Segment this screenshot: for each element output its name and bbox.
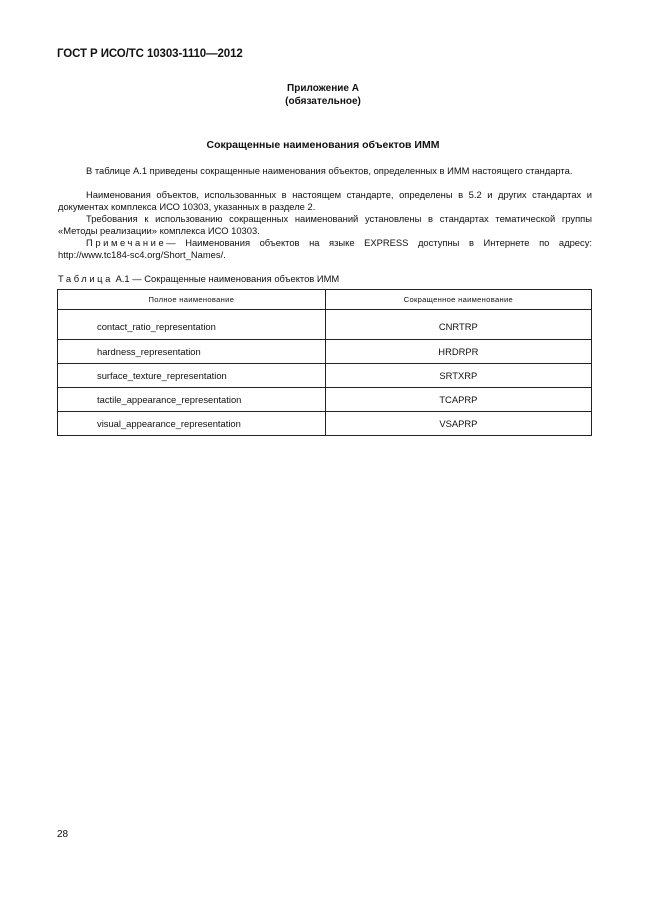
table-caption-label: Таблица <box>58 273 113 284</box>
paragraph-2-text: Наименования объектов, использованных в настоящем стандарте, определены в 5.2 и других стандартах и документах комплекса ИСО 10303, указанных в разделе 2. <box>58 189 592 212</box>
full-name-cell: surface_texture_representation <box>58 364 326 388</box>
paragraph-1 <box>58 165 592 177</box>
table-caption-text: А.1 — Сокращенные наименования объектов ИММ <box>115 273 340 284</box>
full-name-cell: hardness_representation <box>58 340 326 364</box>
annex-title: Приложение А <box>287 83 359 94</box>
note-paragraph <box>58 237 592 260</box>
paragraph-3 <box>58 213 592 236</box>
short-name-cell: VSAPRP <box>325 412 591 436</box>
full-name-cell: tactile_appearance_representation <box>58 388 326 412</box>
table-row <box>58 412 592 436</box>
table-caption <box>58 273 339 284</box>
short-name-cell: CNRTRP <box>325 310 591 340</box>
full-name-cell: visual_appearance_representation <box>58 412 326 436</box>
table-row <box>58 364 592 388</box>
paragraph-2 <box>58 189 592 212</box>
full-name-cell: contact_ratio_representation <box>58 310 326 340</box>
table-row <box>58 340 592 364</box>
table-row <box>58 388 592 412</box>
section-title: Сокращенные наименования объектов ИММ <box>206 139 440 151</box>
note-label: Примечание <box>86 237 167 248</box>
annex-heading <box>0 82 646 108</box>
short-name-cell: TCAPRP <box>325 388 591 412</box>
column-header-short-name: Сокращенное наименование <box>325 290 591 310</box>
short-name-cell: SRTXRP <box>325 364 591 388</box>
table-row <box>58 310 592 340</box>
paragraph-1-text: В таблице А.1 приведены сокращенные наименования объектов, определенных в ИММ настоящего стандарта. <box>86 165 573 176</box>
short-names-table <box>57 289 592 436</box>
annex-status: (обязательное) <box>285 96 361 107</box>
page-number: 28 <box>57 829 69 840</box>
short-name-cell: HRDRPR <box>325 340 591 364</box>
standard-designation: ГОСТ Р ИСО/ТС 10303-1110—2012 <box>57 48 243 60</box>
note-text: — Наименования объектов на языке EXPRESS доступны в Интернете по адресу: http://www.tc184-sc4.org/Short_Names/. <box>58 237 592 260</box>
table-header-row <box>58 290 592 310</box>
paragraph-3-text: Требования к использованию сокращенных наименований установлены в стандартах тематической группы «Методы реализации» комплекса ИСО 10303. <box>58 213 592 236</box>
column-header-full-name: Полное наименование <box>58 290 326 310</box>
